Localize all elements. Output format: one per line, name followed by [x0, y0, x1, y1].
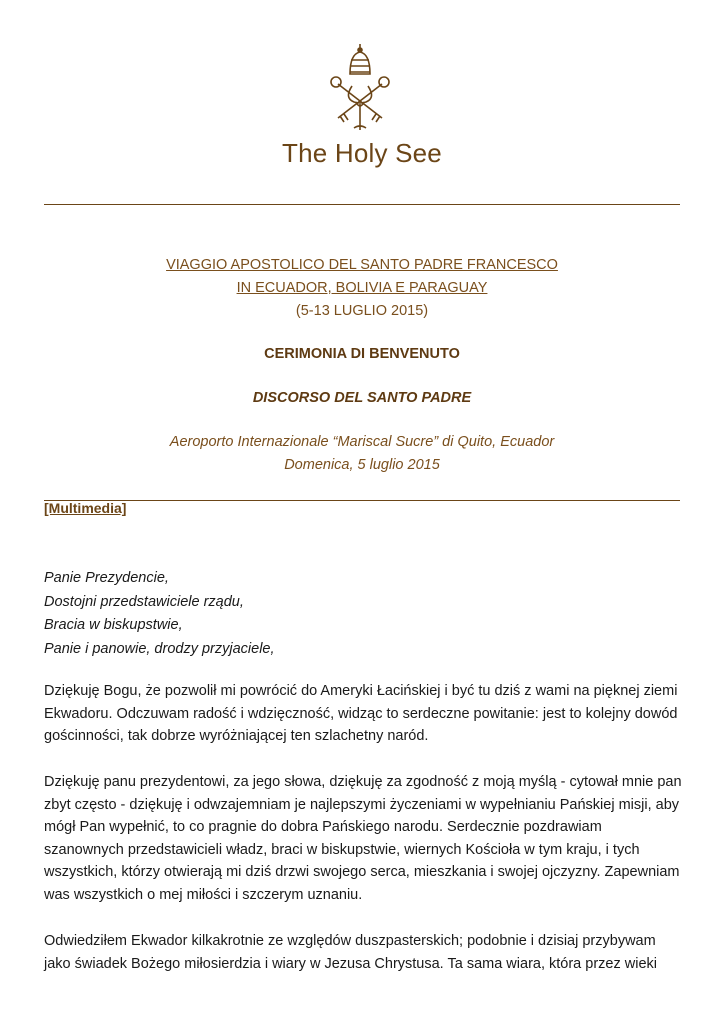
multimedia-link[interactable]: [Multimedia]	[44, 500, 127, 516]
salutation-line: Panie Prezydencie,	[44, 570, 169, 586]
site-title[interactable]: The Holy See	[282, 138, 442, 168]
paragraph-text: Odwiedziłem Ekwador kilkakrotnie ze względów duszpasterskich; podobnie i dzisiaj przybywam jako świadek Bożego miłosierdzia i wiary w Jezusa Chrystusa. Ta sama wiara, która przez wieki	[44, 933, 657, 972]
header-divider	[44, 204, 680, 205]
trip-link-line2[interactable]: IN ECUADOR, BOLIVIA E PARAGUAY	[236, 280, 488, 296]
papal-keys-emblem-icon	[314, 40, 406, 132]
trip-link-line1[interactable]: VIAGGIO APOSTOLICO DEL SANTO PADRE FRANCESCO	[166, 257, 558, 273]
event-details	[0, 431, 724, 477]
paragraph-2	[44, 771, 684, 906]
event-location: Aeroporto Internazionale “Mariscal Sucre” di Quito, Ecuador	[169, 434, 555, 450]
salutation-line: Panie i panowie, drodzy przyjaciele,	[44, 640, 275, 657]
paragraph-1	[44, 680, 684, 748]
salutation-line: Dostojni przedstawiciele rządu,	[44, 593, 244, 610]
paragraph-3	[44, 930, 684, 975]
paragraph-text: Dziękuję Bogu, że pozwolił mi powrócić do Ameryki Łacińskiej i być tu dziś z wami na pięknej ziemi Ekwadoru. Odczuwam radość i wdzięczność, widząc to serdeczne powitanie: jest to kolejny dowód gościnności, tak dobrze wyróżniającej ten szlachetny naród.	[44, 683, 678, 744]
event-date: Domenica, 5 luglio 2015	[284, 457, 440, 473]
paragraph-text: Dziękuję panu prezydentowi, za jego słowa, dziękuję za zgodność z moją myślą - cytował mnie pan zbyt często - dziękuję i odwzajemniam je najlepszymi życzeniami w wypełnianiu Pańskiej misji, aby mógł Pan wypełnić, to co pragnie do dobra Pańskiego narodu. Serdecznie pozdrawiam szanownych przedstawicieli władz, braci w biskupstwie, wiernych Kościoła w tym kraju, i tych wszystkich, którzy otwierają mi dziś drzwi swojego serca, mieszkania i swojej ojczyzny. Zapewniam was wszystkich o mej miłości i szczerym uznaniu.	[44, 774, 682, 903]
trip-dates: (5-13 LUGLIO 2015)	[295, 303, 429, 319]
speech-title: DISCORSO DEL SANTO PADRE	[252, 390, 472, 406]
ceremony-title: CERIMONIA DI BENVENUTO	[264, 346, 460, 362]
content-divider	[44, 500, 680, 501]
event-heading	[0, 254, 724, 323]
salutation-line: Bracia w biskupstwie,	[44, 617, 183, 633]
salutations	[44, 567, 684, 661]
